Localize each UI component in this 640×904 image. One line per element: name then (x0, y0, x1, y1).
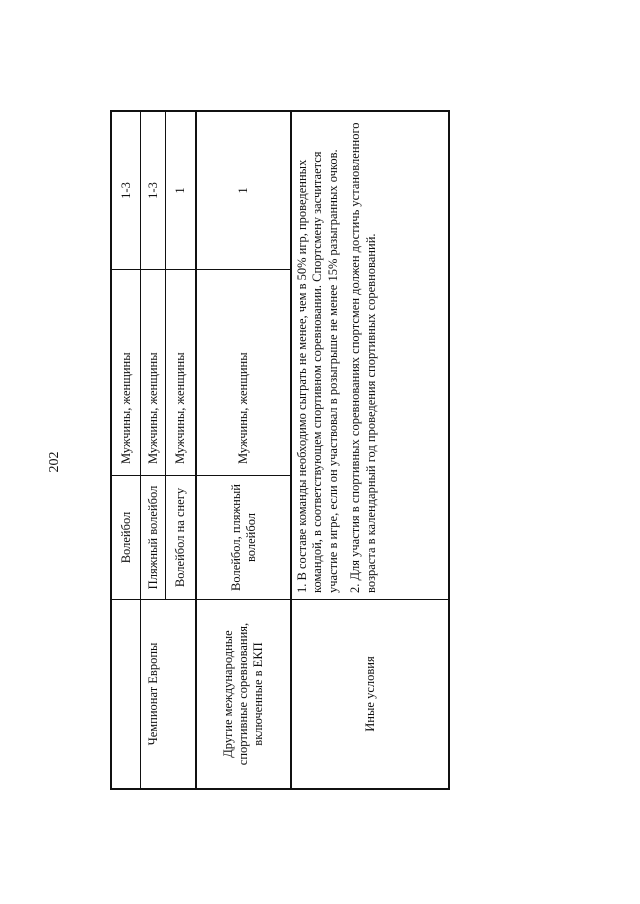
rotated-page-content (110, 110, 450, 790)
competition-other: Другие международные спортивные соревнования, включенные в ЕКП (221, 622, 265, 766)
discipline-volleyball: Волейбол (118, 511, 133, 564)
places-cell: 1-3 (118, 182, 133, 199)
other-conditions-label: Иные условия (362, 656, 377, 732)
places-cell: 1 (173, 187, 187, 194)
table-border-bottom (448, 110, 450, 790)
gender-cell: Мужчины, женщины (236, 352, 250, 464)
gender-cell: Мужчины, женщины (173, 352, 187, 464)
page-number: 202 (47, 451, 62, 473)
condition-note-1: 1. В составе команды необходимо сыграть не менее, чем в 50% игр, проведенных командой, в соответствующем спортивном соревновании. Спортсмену засчитается участие в игре, если он участвовал в розыгрыше не менее 15% разыгранных очков. (295, 149, 340, 593)
column-divider (110, 269, 292, 270)
gender-cell: Мужчины, женщины (145, 352, 160, 464)
gender-cell: Мужчины, женщины (118, 352, 133, 464)
competition-europe: Чемпионат Европы (146, 642, 160, 746)
table-border-left (110, 788, 450, 790)
discipline-volleyball-beach: Волейбол, пляжный волейбол (228, 484, 258, 591)
other-conditions-text (292, 112, 445, 599)
places-cell: 1-3 (145, 182, 160, 199)
requirements-table (110, 110, 450, 790)
discipline-snow-volleyball: Волейбол на снегу (173, 487, 187, 588)
places-cell: 1 (236, 187, 250, 194)
condition-note-2: 2. Для участия в спортивных соревнованиях спортсмен должен достичь установленного возраста в календарный год проведения спортивных соревнований. (348, 122, 378, 593)
discipline-beach-volleyball: Пляжный волейбол (145, 485, 160, 590)
